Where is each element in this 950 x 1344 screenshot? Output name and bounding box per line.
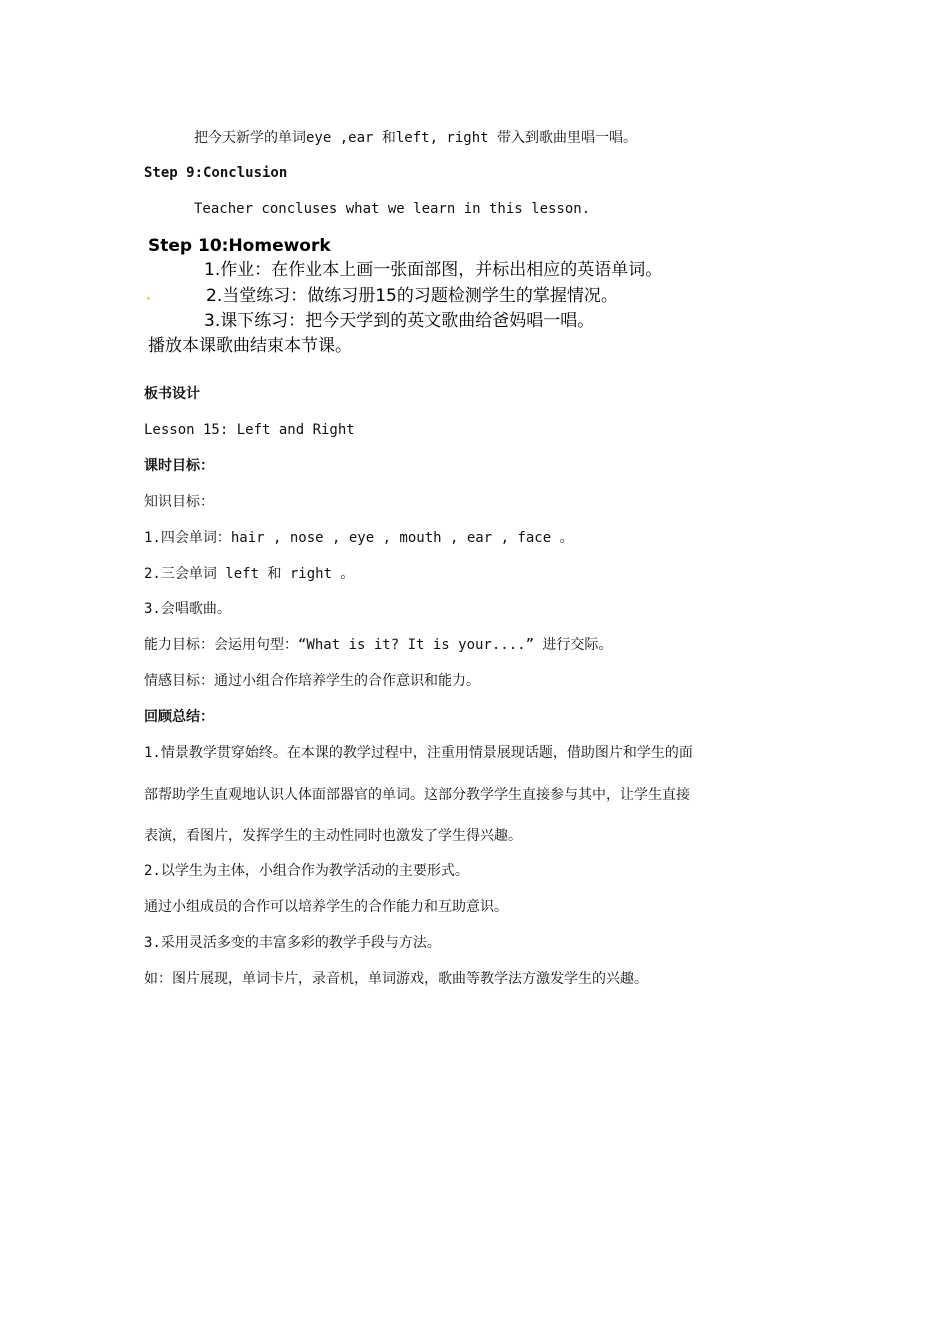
knowledge-goals-heading: 知识目标： [144, 494, 214, 510]
review-item-2-line-2: 通过小组成员的合作可以培养学生的合作能力和互助意识。 [144, 899, 508, 915]
review-heading: 回顾总结： [144, 709, 214, 725]
board-design-heading: 板书设计 [144, 386, 200, 402]
review-item-2-line-1: 2.以学生为主体，小组合作为教学活动的主要形式。 [144, 863, 469, 879]
song-instruction: 把今天新学的单词eye ,ear 和left, right 带入到歌曲里唱一唱。 [194, 130, 638, 146]
review-item-3-line-1: 3.采用灵活多变的丰富多彩的教学手段与方法。 [144, 935, 441, 951]
homework-closing: 播放本课歌曲结束本节课。 [148, 336, 352, 356]
ability-goal: 能力目标：会运用句型：“What is it? It is your....” 进行交际。 [144, 637, 613, 653]
lesson-title: Lesson 15: Left and Right [144, 422, 355, 438]
review-item-3-line-2: 如：图片展现，单词卡片，录音机，单词游戏，歌曲等教学法方激发学生的兴趣。 [144, 971, 648, 987]
review-item-1-line-3: 表演，看图片，发挥学生的主动性同时也激发了学生得兴趣。 [144, 828, 522, 844]
step9-heading: Step 9:Conclusion [144, 165, 288, 181]
review-item-1-line-2: 部帮助学生直观地认识人体面部器官的单词。这部分教学学生直接参与其中，让学生直接 [144, 787, 690, 803]
decorative-dot [147, 297, 150, 300]
homework-item-3: 3.课下练习：把今天学到的英文歌曲给爸妈唱一唱。 [204, 311, 595, 331]
knowledge-item-2: 2.三会单词 left 和 right 。 [144, 566, 355, 582]
step10-heading: Step 10:Homework [148, 236, 331, 256]
step9-text: Teacher concluses what we learn in this lesson. [194, 201, 591, 217]
knowledge-item-3: 3.会唱歌曲。 [144, 601, 231, 617]
emotion-goal: 情感目标：通过小组合作培养学生的合作意识和能力。 [144, 673, 480, 689]
knowledge-item-1: 1.四会单词：hair , nose , eye , mouth , ear , face 。 [144, 530, 574, 546]
homework-item-1: 1.作业：在作业本上画一张面部图，并标出相应的英语单词。 [204, 260, 663, 280]
homework-item-2: 2.当堂练习：做练习册15的习题检测学生的掌握情况。 [206, 286, 618, 306]
review-item-1-line-1: 1.情景教学贯穿始终。在本课的教学过程中，注重用情景展现话题，借助图片和学生的面 [144, 745, 693, 761]
lesson-goals-heading: 课时目标： [144, 458, 214, 474]
